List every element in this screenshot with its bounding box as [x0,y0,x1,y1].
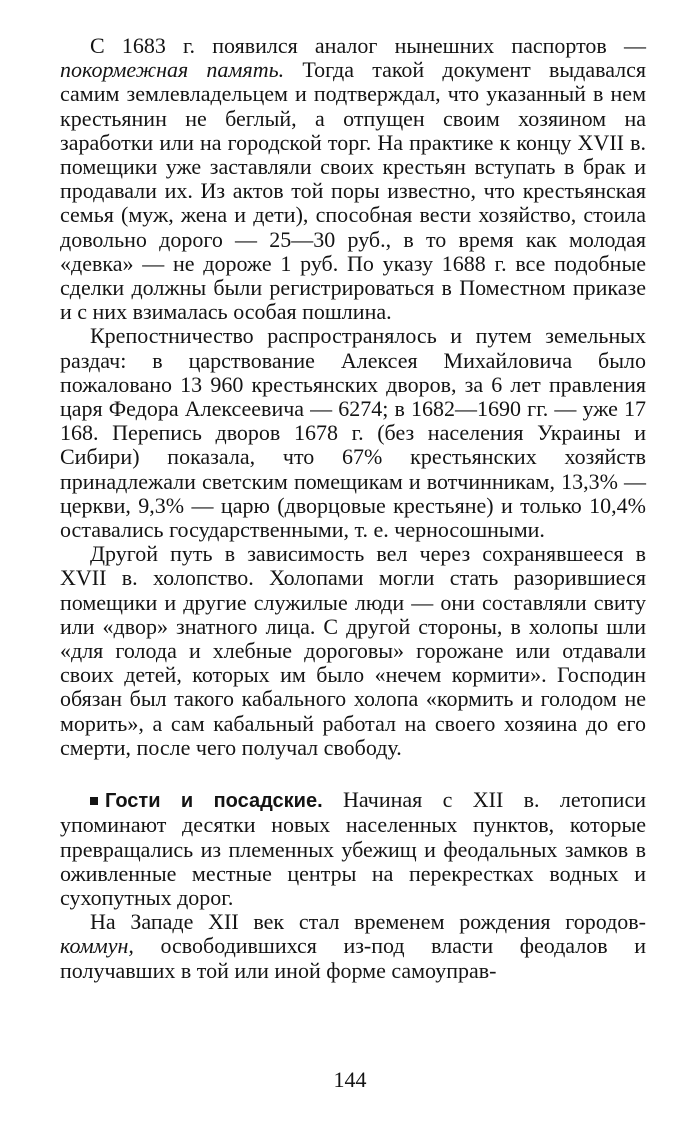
italic-term: покормежная память. [60,57,285,83]
paragraph-text: Тогда такой документ выдавался самим землевладельцем и подтверждал, что указанный в нем крестьянин не беглый, а отпущен своим хозяином на заработки или на городской торг. На практике к концу XVII в. помещики уже заставляли своих крестьян вступать в брак и продавали их. Из актов той поры известно, что крестьянская семья (муж, жена и дети), способная вести хозяйство, стоила довольно дорого — 25—30 руб., в то время как молодая «девка» — не дороже 1 руб. По указу 1688 г. все подобные сделки должны были регистрироваться в Поместном приказе и с них взималась особая пошлина. [60,57,647,325]
paragraph-text: освободившихся из-под власти феодалов и получавших в той или иной форме самоуправ- [60,933,646,983]
paragraph-text: С 1683 г. появился аналог нынешних паспортов — [90,33,646,58]
bullet-square-icon [90,797,98,805]
paragraph-text: На Западе XII век стал временем рождения городов- [90,909,646,935]
paragraph-text: Начиная с XII в. летописи упоминают десятки новых населенных пунктов, которые превращались из племенных убежищ и феодальных замков в оживленные местные центры на перекрестках водных и сухопутных дорог. [60,787,646,910]
paragraph-communes [60,910,646,983]
paragraph-serfdom: Другой путь в зависимость вел через сохранявшееся в XVII в. холопство. Холопами могли стать разорившиеся помещики и другие служилые люди — они составляли свиту или «двор» знатного лица. С другой стороны, в холопы шли «для голода и хлебные дороговы» горожане или отдавали своих детей, которых им было «нечем кормити». Господин обязан был такого кабального холопа «кормить и голодом не морить», а сам кабальный работал на своего хозяина до его смерти, после чего получал свободу. [60,541,646,760]
italic-term: коммун, [60,933,134,959]
paragraph-guests-and-townspeople [60,788,646,910]
paragraph-land-grants: Крепостничество распространялось и путем земельных раздач: в царствование Алексея Михайловича было пожаловано 13 960 крестьянских дворов, за 6 лет правления царя Федора Алексеевича — 6274; в 1682—1690 гг. — уже 17 168. Перепись дворов 1678 г. (без населения Украины и Сибири) показала, что 67% крестьянских хозяйств принадлежали светским помещикам и вотчинникам, 13,3% — церкви, 9,3% — царю (дворцовые крестьяне) и только 10,4% оставались государственными, т. е. черносошными. [60,323,646,543]
section-gap [60,760,646,788]
section-heading: Гости и посадские. [105,790,323,813]
page-body [60,34,646,983]
page-number: 144 [333,1067,367,1092]
paragraph-passports [60,34,646,324]
